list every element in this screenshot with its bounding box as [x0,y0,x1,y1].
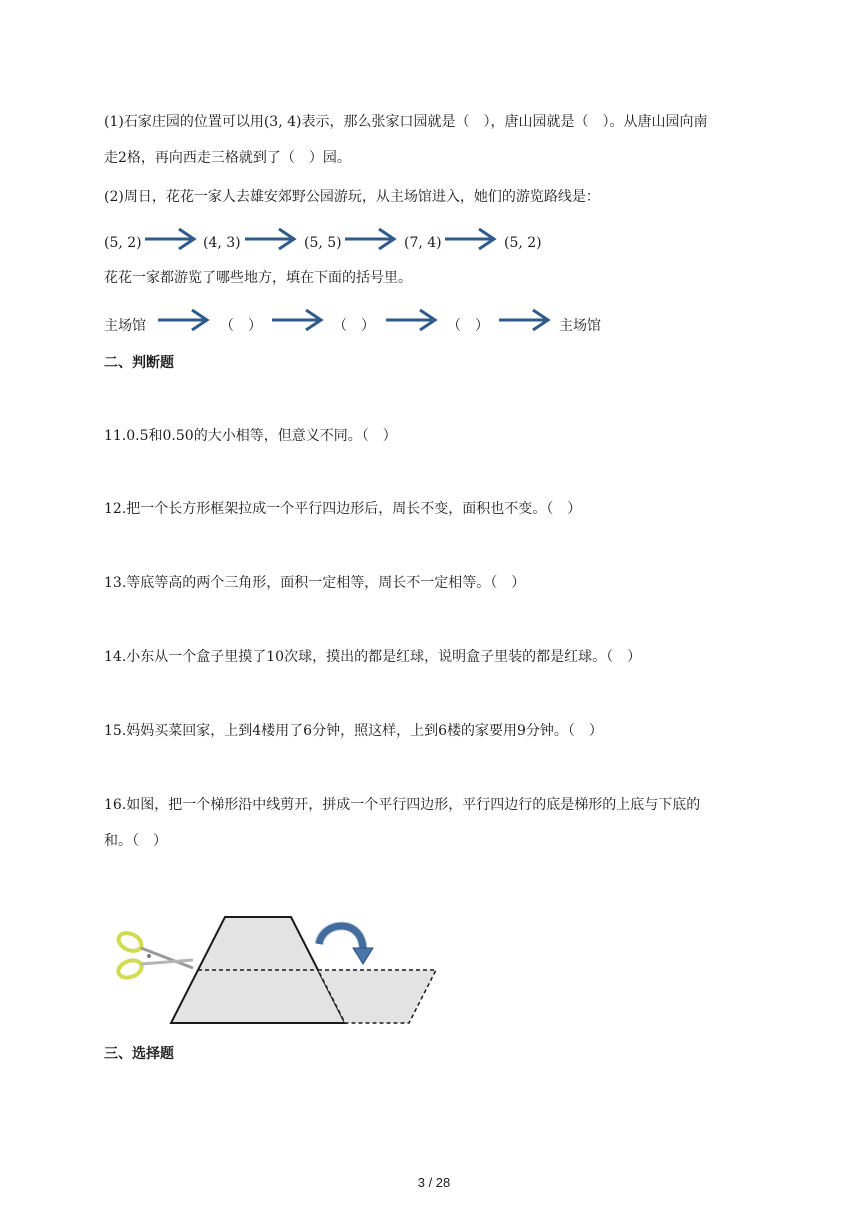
arrow-right-icon [156,307,211,331]
scissors-icon [116,930,193,981]
arrow-right-icon [497,307,552,331]
route-blank-start: 主场馆 [104,318,146,334]
question-15: 15.妈妈买菜回家，上到4楼用了6分钟，照这样，上到6楼的家要用9分钟。（ ） [104,723,603,739]
question-16-line1: 16.如图，把一个梯形沿中线剪开，拼成一个平行四边形，平行四边行的底是梯形的上底与下底的 [104,797,701,813]
route-coord-2: (4, 3) [203,235,241,251]
question-14: 14.小东从一个盒子里摸了10次球，摸出的都是红球，说明盒子里装的都是红球。（ ） [104,649,642,665]
arrow-right-icon [443,226,498,250]
route-blank-3: （ ） [447,318,489,334]
route-coord-5: (5, 2) [504,235,542,251]
question-13: 13.等底等高的两个三角形，面积一定相等，周长不一定相等。（ ） [104,575,526,591]
trapezoid-figure [105,912,445,1028]
arrow-right-icon [343,226,398,250]
section-title-choice: 三、选择题 [104,1046,174,1062]
arrow-right-icon [143,226,198,250]
question-12: 12.把一个长方形框架拉成一个平行四边形后，周长不变，面积也不变。（ ） [104,501,582,517]
route-blank-2: （ ） [333,318,375,334]
route-coord-4: (7, 4) [404,235,442,251]
q10-part1-line1: (1)石家庄园的位置可以用(3, 4)表示，那么张家口园就是（ ），唐山园就是（ ）。从唐山园向南 [104,114,708,130]
q10-part1-line2: 走2格，再向西走三格就到了（ ）园。 [104,150,351,166]
question-11: 11.0.5和0.50的大小相等，但意义不同。（ ） [104,428,397,444]
arrow-right-icon [243,226,298,250]
question-16-line2: 和。（ ） [104,833,167,849]
arrow-right-icon [384,307,439,331]
route-coord-1: (5, 2) [104,235,142,251]
page-number: 3 / 28 [417,1175,451,1190]
arrow-right-icon [270,307,325,331]
section-title-judgment: 二、判断题 [104,355,174,371]
route-blank-1: （ ） [220,318,262,334]
rotate-arrow-icon [319,926,373,964]
route-blank-end: 主场馆 [559,318,601,334]
q10-instruction: 花花一家都游览了哪些地方，填在下面的括号里。 [104,270,412,286]
route-coord-3: (5, 5) [304,235,342,251]
q10-part2-line1: (2)周日，花花一家人去雄安郊野公园游玩，从主场馆进入，她们的游览路线是： [104,189,600,205]
